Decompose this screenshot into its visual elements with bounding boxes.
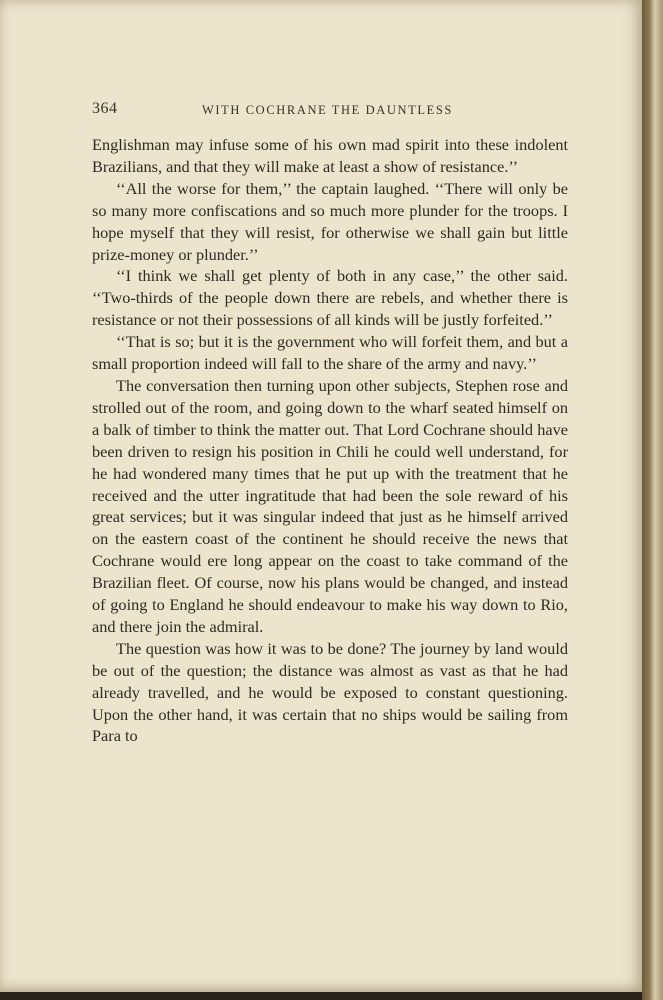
page-bottom-edge xyxy=(0,992,642,1000)
paragraph: The question was how it was to be done? The journey by land would be out of the question; the distance was almost as vast as that he had already travelled, and he would be exposed to constant questioning. Upon the other hand, it was certain that no ships would be sailing from Para to xyxy=(92,638,568,746)
paragraph: ‘‘I think we shall get plenty of both in any case,’’ the other said. ‘‘Two-thirds of the people down there are rebels, and whether there is resistance or not their possessions of all kinds will be justly forfeited.’’ xyxy=(92,266,568,330)
paragraph: ‘‘All the worse for them,’’ the captain laughed. ‘‘There will only be so many more confiscations and so much more plunder for the troops. I hope myself that they will resist, for otherwise we shall gain but little prize-money or plunder.’’ xyxy=(92,178,568,264)
paragraph: The conversation then turning upon other subjects, Stephen rose and strolled out of the room, and going down to the wharf seated himself on a balk of timber to think the matter out. That Lord Cochrane should have been driven to resign his position in Chili he could well understand, for he had wondered many times that he put up with the treatment that he received and the utter ingratitude that had been the sole reward of his great services; but it was singular indeed that just as he himself arrived on the eastern coast of the continent he should receive the news that Cochrane would ere long appear on the coast to take command of the Brazilian fleet. Of course, now his plans would be changed, and instead of going to England he should endeavour to make his way down to Rio, and there join the admiral. xyxy=(92,375,568,636)
book-spine xyxy=(642,0,663,1000)
body-text xyxy=(92,134,568,747)
page-header xyxy=(92,100,568,122)
page-number: 364 xyxy=(92,100,118,117)
running-title: WITH COCHRANE THE DAUNTLESS xyxy=(202,103,453,117)
paragraph: Englishman may infuse some of his own mad spirit into these indolent Brazilians, and that they will make at least a show of resistance.’’ xyxy=(92,135,568,176)
paragraph: ‘‘That is so; but it is the government who will forfeit them, and but a small proportion indeed will fall to the share of the army and navy.’’ xyxy=(92,332,568,374)
